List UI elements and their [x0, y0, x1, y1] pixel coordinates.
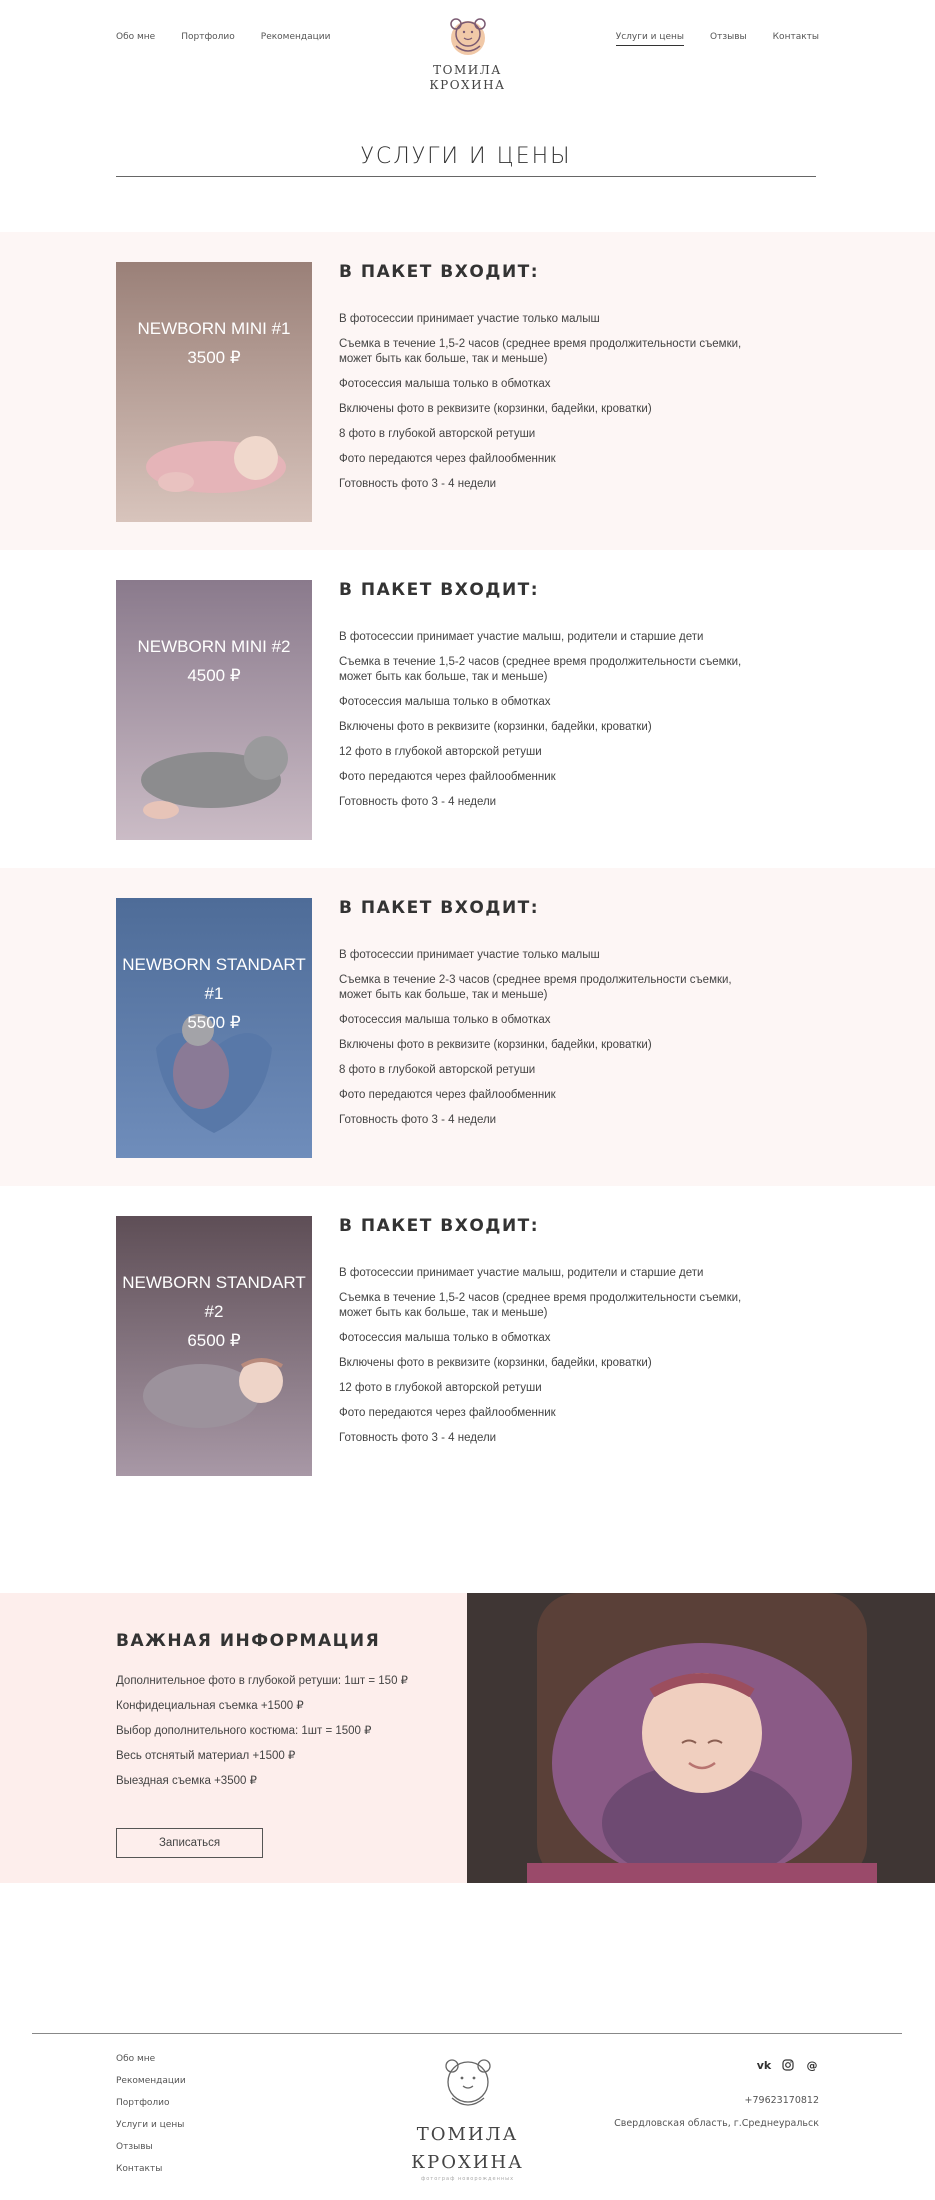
list-item: 12 фото в глубокой авторской ретуши [339, 1382, 542, 1394]
nav-right [616, 32, 819, 46]
bear-logo-icon [438, 2054, 498, 2114]
package-title [116, 314, 312, 372]
list-item: Фотосессия малыша только в обмотках [339, 696, 551, 708]
footer-nav [116, 2054, 186, 2186]
package-photo [116, 898, 312, 1158]
vk-icon[interactable]: vk [756, 2058, 772, 2072]
list-item: Готовность фото 3 - 4 недели [339, 1432, 497, 1444]
list-item: Готовность фото 3 - 4 недели [339, 478, 497, 490]
important-info-heading: ВАЖНАЯ ИНФОРМАЦИЯ [116, 1631, 381, 1651]
package-name: NEWBORN MINI #2 [137, 637, 291, 656]
nav-link-about[interactable]: Обо мне [116, 32, 156, 42]
package-features [339, 1266, 759, 1446]
list-item: Выездная съемка +3500 ₽ [116, 1775, 257, 1787]
package-features [339, 312, 759, 492]
nav-link-contacts[interactable]: Контакты [772, 32, 819, 42]
nav-link-portfolio[interactable]: Портфолио [181, 32, 235, 42]
package-price: 6500 ₽ [187, 1331, 241, 1350]
list-item: Съемка в течение 1,5-2 часов (среднее время продолжительности съемки, может быть как больше, так и меньше) [339, 338, 742, 365]
important-info-section [0, 1593, 935, 1883]
package-name: NEWBORN STANDART #1 [122, 955, 306, 1003]
list-item: 8 фото в глубокой авторской ретуши [339, 1064, 536, 1076]
footer-logo[interactable] [398, 2054, 538, 2182]
package-heading: В ПАКЕТ ВХОДИТ: [339, 580, 540, 600]
package-details [339, 580, 759, 820]
logo-line-1: ТОМИЛА [433, 63, 502, 77]
site-logo[interactable] [413, 14, 523, 92]
package-heading: В ПАКЕТ ВХОДИТ: [339, 898, 540, 918]
list-item: В фотосессии принимает участие малыш, родители и старшие дети [339, 631, 704, 643]
bear-logo-icon [446, 14, 490, 58]
footer-logo-line-1: ТОМИЛА [416, 2124, 519, 2145]
social-links [757, 2058, 819, 2072]
package-card [0, 1186, 935, 1504]
package-title [116, 950, 312, 1037]
package-details [339, 1216, 759, 1456]
footer-divider [32, 2033, 902, 2034]
package-details [339, 898, 759, 1138]
package-photo [116, 262, 312, 522]
package-details [339, 262, 759, 502]
list-item: В фотосессии принимает участие только малыш [339, 949, 600, 961]
package-card [0, 550, 935, 868]
package-price: 5500 ₽ [187, 1013, 241, 1032]
footer-address: Свердловская область, г.Среднеуральск [614, 2118, 819, 2129]
package-card [0, 232, 935, 550]
baby-photo-placeholder [116, 262, 312, 522]
list-item: Фото передаются через файлообменник [339, 1089, 556, 1101]
info-photo [467, 1593, 935, 1883]
list-item: Готовность фото 3 - 4 недели [339, 1114, 497, 1126]
list-item: Фотосессия малыша только в обмотках [339, 1014, 551, 1026]
list-item: Фото передаются через файлообменник [339, 1407, 556, 1419]
list-item: Конфидециальная съемка +1500 ₽ [116, 1700, 304, 1712]
important-info-panel [0, 1593, 467, 1883]
title-divider [116, 176, 816, 177]
package-name: NEWBORN STANDART #2 [122, 1273, 306, 1321]
list-item: 8 фото в глубокой авторской ретуши [339, 428, 536, 440]
package-title [116, 1268, 312, 1355]
list-item: Включены фото в реквизите (корзинки, бадейки, кроватки) [339, 1039, 652, 1051]
package-heading: В ПАКЕТ ВХОДИТ: [339, 1216, 540, 1236]
list-item: Фото передаются через файлообменник [339, 771, 556, 783]
list-item: Выбор дополнительного костюма: 1шт = 1500 ₽ [116, 1725, 372, 1737]
list-item: В фотосессии принимает участие только малыш [339, 313, 600, 325]
nav-link-reviews[interactable]: Отзывы [710, 32, 747, 42]
nav-link-services[interactable]: Услуги и цены [616, 32, 684, 46]
package-features [339, 948, 759, 1128]
logo-line-2: КРОХИНА [429, 78, 506, 92]
package-photo [116, 580, 312, 840]
email-icon[interactable]: @ [806, 2058, 818, 2072]
list-item: Фотосессия малыша только в обмотках [339, 1332, 551, 1344]
extra-services-list [116, 1673, 408, 1798]
footer-link-portfolio[interactable]: Портфолио [116, 2098, 170, 2108]
baby-in-basket-photo [467, 1593, 935, 1883]
book-button[interactable]: Записаться [116, 1828, 263, 1858]
list-item: Весь отснятый материал +1500 ₽ [116, 1750, 296, 1762]
footer-link-about[interactable]: Обо мне [116, 2054, 156, 2064]
package-title [116, 632, 312, 690]
nav-link-recommendations[interactable]: Рекомендации [260, 32, 331, 42]
list-item: Фото передаются через файлообменник [339, 453, 556, 465]
package-photo [116, 1216, 312, 1476]
list-item: Съемка в течение 1,5-2 часов (среднее время продолжительности съемки, может быть как больше, так и меньше) [339, 656, 742, 683]
list-item: В фотосессии принимает участие малыш, родители и старшие дети [339, 1267, 704, 1279]
footer-logo-line-2: КРОХИНА [411, 2152, 524, 2173]
footer-link-recommendations[interactable]: Рекомендации [116, 2076, 186, 2086]
list-item: Фотосессия малыша только в обмотках [339, 378, 551, 390]
list-item: Дополнительное фото в глубокой ретуши: 1шт = 150 ₽ [116, 1675, 408, 1687]
list-item: Готовность фото 3 - 4 недели [339, 796, 497, 808]
list-item: Включены фото в реквизите (корзинки, бадейки, кроватки) [339, 403, 652, 415]
package-price: 3500 ₽ [187, 348, 241, 367]
list-item: Съемка в течение 2-3 часов (среднее время продолжительности съемки, может быть как больше, так и меньше) [339, 974, 732, 1001]
list-item: Съемка в течение 1,5-2 часов (среднее время продолжительности съемки, может быть как больше, так и меньше) [339, 1292, 742, 1319]
footer-logo-subtitle: фотограф новорожденных [420, 2176, 515, 2182]
package-card [0, 868, 935, 1186]
package-price: 4500 ₽ [187, 666, 241, 685]
list-item: 12 фото в глубокой авторской ретуши [339, 746, 542, 758]
package-name: NEWBORN MINI #1 [137, 319, 291, 338]
footer-phone[interactable]: +79623170812 [744, 2095, 819, 2106]
footer-link-contacts[interactable]: Контакты [116, 2164, 163, 2174]
list-item: Включены фото в реквизите (корзинки, бадейки, кроватки) [339, 721, 652, 733]
footer-link-services[interactable]: Услуги и цены [116, 2120, 185, 2130]
site-header [0, 0, 935, 110]
page-title: УСЛУГИ И ЦЕНЫ [360, 144, 572, 169]
package-heading: В ПАКЕТ ВХОДИТ: [339, 262, 540, 282]
baby-photo-placeholder [116, 580, 312, 840]
nav-left [116, 32, 330, 45]
footer-link-reviews[interactable]: Отзывы [116, 2142, 153, 2152]
list-item: Включены фото в реквизите (корзинки, бадейки, кроватки) [339, 1357, 652, 1369]
package-features [339, 630, 759, 810]
instagram-icon[interactable] [781, 2058, 795, 2072]
